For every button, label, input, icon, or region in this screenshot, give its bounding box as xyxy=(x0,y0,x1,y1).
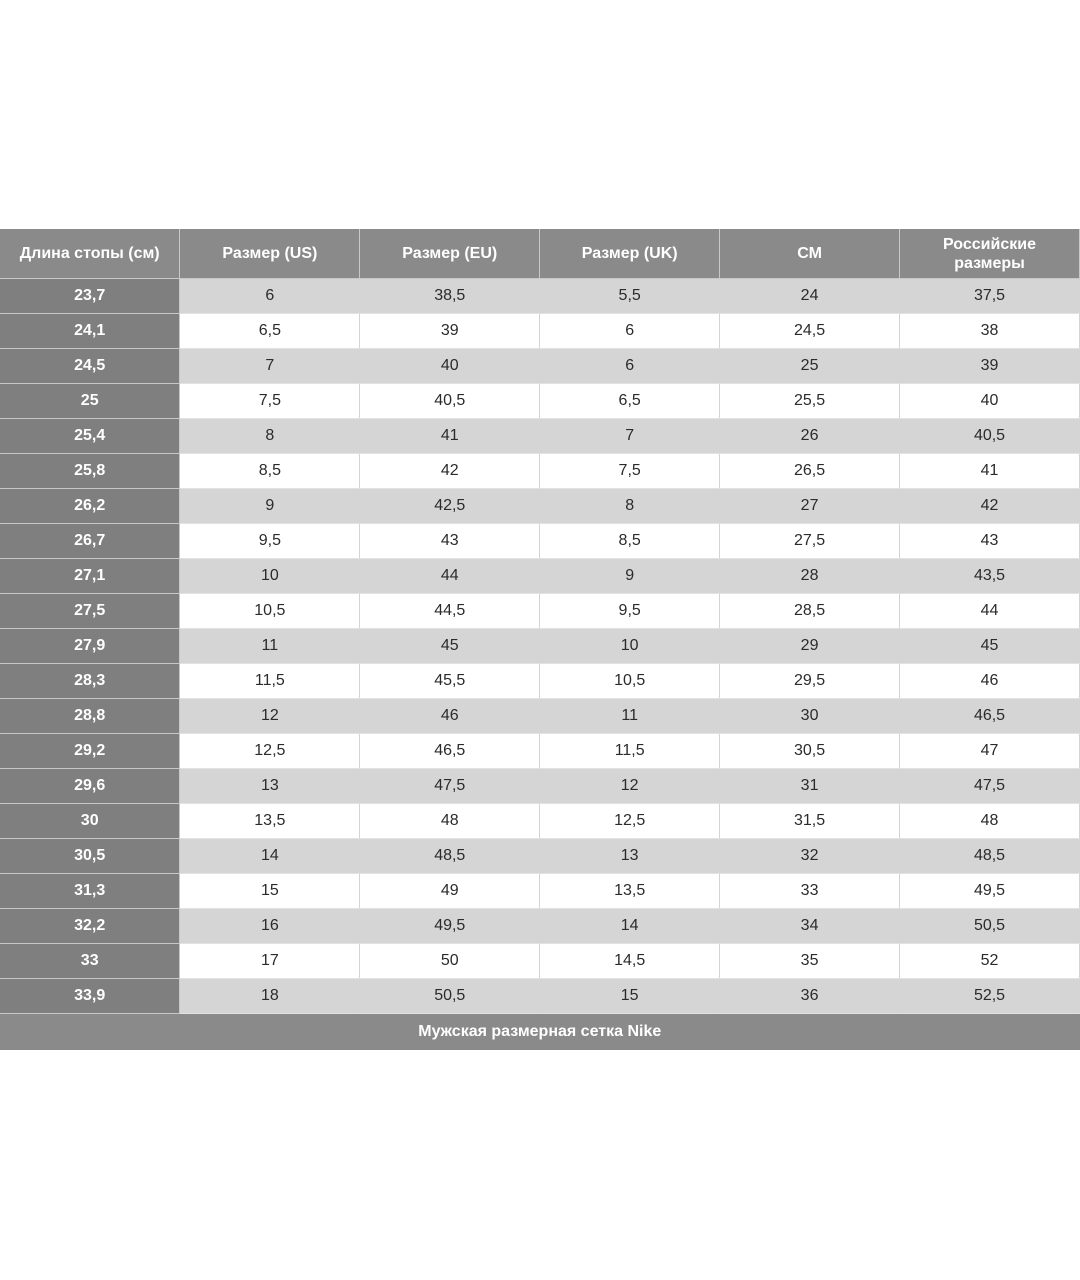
table-row xyxy=(0,629,1080,664)
cell-russian-size: 50,5 xyxy=(900,909,1080,944)
cell-size-us: 15 xyxy=(180,874,360,909)
cell-size-uk: 8 xyxy=(540,489,720,524)
cell-size-eu: 42,5 xyxy=(360,489,540,524)
cell-cm: 24 xyxy=(720,279,900,314)
cell-size-uk: 6 xyxy=(540,314,720,349)
cell-size-us: 10,5 xyxy=(180,594,360,629)
cell-cm: 31 xyxy=(720,769,900,804)
table-body xyxy=(0,279,1080,1014)
table-row xyxy=(0,489,1080,524)
cell-foot-length: 32,2 xyxy=(0,909,180,944)
cell-size-eu: 42 xyxy=(360,454,540,489)
header-cm: СМ xyxy=(720,229,900,279)
cell-foot-length: 30 xyxy=(0,804,180,839)
cell-foot-length: 30,5 xyxy=(0,839,180,874)
table-row xyxy=(0,769,1080,804)
cell-size-uk: 14,5 xyxy=(540,944,720,979)
cell-cm: 36 xyxy=(720,979,900,1014)
table-row xyxy=(0,909,1080,944)
cell-size-us: 13 xyxy=(180,769,360,804)
cell-cm: 24,5 xyxy=(720,314,900,349)
cell-russian-size: 42 xyxy=(900,489,1080,524)
cell-foot-length: 26,7 xyxy=(0,524,180,559)
cell-size-eu: 49,5 xyxy=(360,909,540,944)
cell-size-uk: 7 xyxy=(540,419,720,454)
cell-size-uk: 5,5 xyxy=(540,279,720,314)
cell-size-us: 13,5 xyxy=(180,804,360,839)
cell-foot-length: 25,8 xyxy=(0,454,180,489)
header-size-uk: Размер (UK) xyxy=(540,229,720,279)
header-size-eu: Размер (EU) xyxy=(360,229,540,279)
cell-foot-length: 23,7 xyxy=(0,279,180,314)
cell-size-eu: 38,5 xyxy=(360,279,540,314)
cell-foot-length: 29,2 xyxy=(0,734,180,769)
table-row xyxy=(0,384,1080,419)
cell-size-uk: 10,5 xyxy=(540,664,720,699)
cell-size-uk: 9,5 xyxy=(540,594,720,629)
cell-size-eu: 44,5 xyxy=(360,594,540,629)
cell-size-uk: 11,5 xyxy=(540,734,720,769)
cell-size-uk: 9 xyxy=(540,559,720,594)
cell-russian-size: 45 xyxy=(900,629,1080,664)
cell-russian-size: 39 xyxy=(900,349,1080,384)
cell-size-eu: 49 xyxy=(360,874,540,909)
cell-russian-size: 52 xyxy=(900,944,1080,979)
cell-size-eu: 45,5 xyxy=(360,664,540,699)
cell-size-us: 7,5 xyxy=(180,384,360,419)
cell-russian-size: 47 xyxy=(900,734,1080,769)
table-row xyxy=(0,524,1080,559)
cell-size-us: 8,5 xyxy=(180,454,360,489)
table-row xyxy=(0,874,1080,909)
cell-russian-size: 47,5 xyxy=(900,769,1080,804)
cell-size-eu: 48 xyxy=(360,804,540,839)
cell-russian-size: 41 xyxy=(900,454,1080,489)
table-row xyxy=(0,804,1080,839)
header-russian-size: Российские размеры xyxy=(900,229,1080,279)
cell-size-us: 9,5 xyxy=(180,524,360,559)
cell-russian-size: 46 xyxy=(900,664,1080,699)
table-row xyxy=(0,559,1080,594)
cell-russian-size: 52,5 xyxy=(900,979,1080,1014)
cell-size-us: 9 xyxy=(180,489,360,524)
cell-size-us: 16 xyxy=(180,909,360,944)
cell-russian-size: 48 xyxy=(900,804,1080,839)
cell-size-uk: 6 xyxy=(540,349,720,384)
cell-foot-length: 24,1 xyxy=(0,314,180,349)
cell-size-us: 14 xyxy=(180,839,360,874)
cell-size-eu: 50 xyxy=(360,944,540,979)
cell-russian-size: 44 xyxy=(900,594,1080,629)
cell-size-eu: 41 xyxy=(360,419,540,454)
cell-cm: 27 xyxy=(720,489,900,524)
cell-size-eu: 47,5 xyxy=(360,769,540,804)
cell-size-uk: 8,5 xyxy=(540,524,720,559)
cell-size-eu: 44 xyxy=(360,559,540,594)
cell-foot-length: 24,5 xyxy=(0,349,180,384)
cell-size-eu: 46 xyxy=(360,699,540,734)
header-size-us: Размер (US) xyxy=(180,229,360,279)
cell-foot-length: 31,3 xyxy=(0,874,180,909)
cell-russian-size: 48,5 xyxy=(900,839,1080,874)
cell-foot-length: 25 xyxy=(0,384,180,419)
cell-russian-size: 43 xyxy=(900,524,1080,559)
size-chart xyxy=(0,229,1080,1050)
cell-size-eu: 48,5 xyxy=(360,839,540,874)
cell-size-uk: 12,5 xyxy=(540,804,720,839)
cell-size-eu: 50,5 xyxy=(360,979,540,1014)
cell-russian-size: 49,5 xyxy=(900,874,1080,909)
cell-cm: 25 xyxy=(720,349,900,384)
cell-cm: 33 xyxy=(720,874,900,909)
cell-foot-length: 29,6 xyxy=(0,769,180,804)
cell-foot-length: 27,9 xyxy=(0,629,180,664)
table-row xyxy=(0,734,1080,769)
cell-russian-size: 40 xyxy=(900,384,1080,419)
cell-size-us: 11 xyxy=(180,629,360,664)
cell-cm: 29,5 xyxy=(720,664,900,699)
cell-size-eu: 39 xyxy=(360,314,540,349)
table-row xyxy=(0,594,1080,629)
cell-size-uk: 13 xyxy=(540,839,720,874)
cell-size-us: 7 xyxy=(180,349,360,384)
cell-cm: 30 xyxy=(720,699,900,734)
cell-cm: 28 xyxy=(720,559,900,594)
cell-size-uk: 15 xyxy=(540,979,720,1014)
cell-cm: 26 xyxy=(720,419,900,454)
cell-russian-size: 43,5 xyxy=(900,559,1080,594)
cell-size-us: 18 xyxy=(180,979,360,1014)
cell-size-uk: 7,5 xyxy=(540,454,720,489)
cell-size-uk: 12 xyxy=(540,769,720,804)
cell-foot-length: 28,8 xyxy=(0,699,180,734)
cell-size-eu: 40,5 xyxy=(360,384,540,419)
cell-size-uk: 6,5 xyxy=(540,384,720,419)
cell-russian-size: 38 xyxy=(900,314,1080,349)
cell-size-us: 10 xyxy=(180,559,360,594)
header-row xyxy=(0,229,1080,279)
table-row xyxy=(0,699,1080,734)
table-row xyxy=(0,454,1080,489)
cell-foot-length: 25,4 xyxy=(0,419,180,454)
cell-size-uk: 11 xyxy=(540,699,720,734)
footer-row xyxy=(0,1014,1080,1051)
cell-russian-size: 37,5 xyxy=(900,279,1080,314)
header-foot-length: Длина стопы (см) xyxy=(0,229,180,279)
cell-size-us: 6 xyxy=(180,279,360,314)
table-row xyxy=(0,979,1080,1014)
cell-size-uk: 10 xyxy=(540,629,720,664)
cell-foot-length: 27,1 xyxy=(0,559,180,594)
table-row xyxy=(0,419,1080,454)
cell-size-uk: 13,5 xyxy=(540,874,720,909)
cell-foot-length: 28,3 xyxy=(0,664,180,699)
table-row xyxy=(0,664,1080,699)
cell-size-eu: 45 xyxy=(360,629,540,664)
table-row xyxy=(0,314,1080,349)
cell-size-us: 17 xyxy=(180,944,360,979)
cell-foot-length: 33,9 xyxy=(0,979,180,1014)
cell-size-eu: 43 xyxy=(360,524,540,559)
cell-cm: 25,5 xyxy=(720,384,900,419)
cell-size-us: 12 xyxy=(180,699,360,734)
cell-size-eu: 46,5 xyxy=(360,734,540,769)
cell-cm: 27,5 xyxy=(720,524,900,559)
cell-cm: 35 xyxy=(720,944,900,979)
cell-cm: 32 xyxy=(720,839,900,874)
cell-size-eu: 40 xyxy=(360,349,540,384)
cell-cm: 30,5 xyxy=(720,734,900,769)
size-table xyxy=(0,229,1080,1050)
cell-cm: 29 xyxy=(720,629,900,664)
cell-size-us: 12,5 xyxy=(180,734,360,769)
cell-size-us: 8 xyxy=(180,419,360,454)
table-caption: Мужская размерная сетка Nike xyxy=(0,1014,1080,1051)
cell-size-us: 6,5 xyxy=(180,314,360,349)
cell-foot-length: 26,2 xyxy=(0,489,180,524)
cell-cm: 28,5 xyxy=(720,594,900,629)
table-row xyxy=(0,279,1080,314)
cell-size-uk: 14 xyxy=(540,909,720,944)
table-row xyxy=(0,839,1080,874)
cell-russian-size: 40,5 xyxy=(900,419,1080,454)
table-row xyxy=(0,944,1080,979)
cell-foot-length: 33 xyxy=(0,944,180,979)
cell-russian-size: 46,5 xyxy=(900,699,1080,734)
cell-foot-length: 27,5 xyxy=(0,594,180,629)
cell-cm: 31,5 xyxy=(720,804,900,839)
cell-cm: 26,5 xyxy=(720,454,900,489)
table-row xyxy=(0,349,1080,384)
cell-cm: 34 xyxy=(720,909,900,944)
cell-size-us: 11,5 xyxy=(180,664,360,699)
